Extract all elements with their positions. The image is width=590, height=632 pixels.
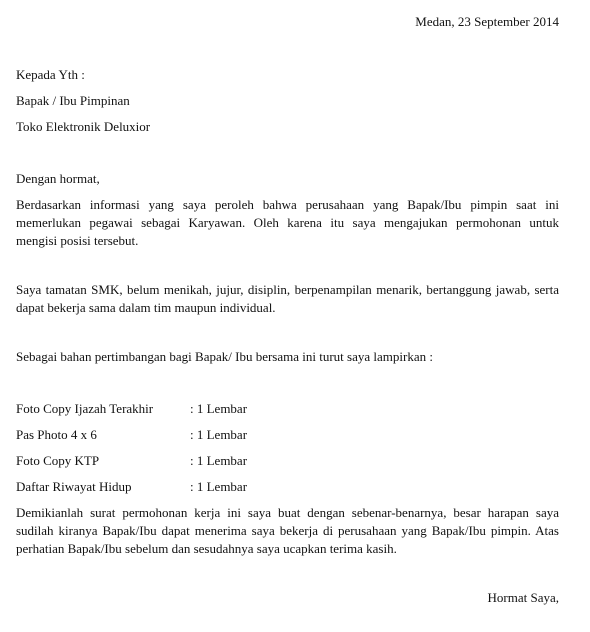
attachment-qty: : 1 Lembar (190, 479, 248, 494)
paragraph-intro-line: mengisi posisi tersebut. (16, 233, 139, 248)
recipient-company: Toko Elektronik Deluxior (16, 119, 151, 134)
recipient-to: Kepada Yth : (16, 67, 85, 82)
attachment-qty: : 1 Lembar (190, 453, 248, 468)
closing-salutation: Hormat Saya, (487, 590, 559, 605)
paragraph-closing-line: perhatian Bapak/Ibu sebelum dan sesudahnya saya ucapkan terima kasih. (16, 541, 397, 556)
paragraph-attachments-intro: Sebagai bahan pertimbangan bagi Bapak/ Ibu bersama ini turut saya lampirkan : (16, 349, 433, 364)
paragraph-closing (16, 504, 559, 558)
paragraph-intro (16, 196, 559, 250)
attachment-qty: : 1 Lembar (190, 401, 248, 416)
recipient-name: Bapak / Ibu Pimpinan (16, 93, 130, 108)
paragraph-qualifications-line: dapat bekerja sama dalam tim maupun individual. (16, 300, 276, 315)
paragraph-qualifications (16, 281, 559, 317)
letter-date: Medan, 23 September 2014 (415, 14, 559, 29)
paragraph-intro-line: Berdasarkan informasi yang saya peroleh bahwa perusahaan yang Bapak/Ibu pimpin saat ini (16, 197, 559, 212)
paragraph-closing-line: Demikianlah surat permohonan kerja ini saya buat dengan sebenar-benarnya, besar harapan saya (16, 505, 559, 520)
attachment-item: Foto Copy Ijazah Terakhir (16, 401, 154, 416)
attachment-item: Foto Copy KTP (16, 453, 100, 468)
attachment-item: Daftar Riwayat Hidup (16, 479, 132, 494)
paragraph-intro-line: memerlukan pegawai sebagai Karyawan. Oleh karena itu saya mengajukan permohonan untuk (16, 215, 559, 230)
paragraph-closing-line: sudilah kiranya Bapak/Ibu dapat menerima saya bekerja di perusahaan yang Bapak/Ibu pimpin. Atas (16, 523, 559, 538)
attachment-qty: : 1 Lembar (190, 427, 248, 442)
attachment-item: Pas Photo 4 x 6 (16, 427, 97, 442)
paragraph-qualifications-line: Saya tamatan SMK, belum menikah, jujur, disiplin, berpenampilan menarik, bertanggung jawab, serta (16, 282, 559, 297)
greeting: Dengan hormat, (16, 171, 100, 186)
